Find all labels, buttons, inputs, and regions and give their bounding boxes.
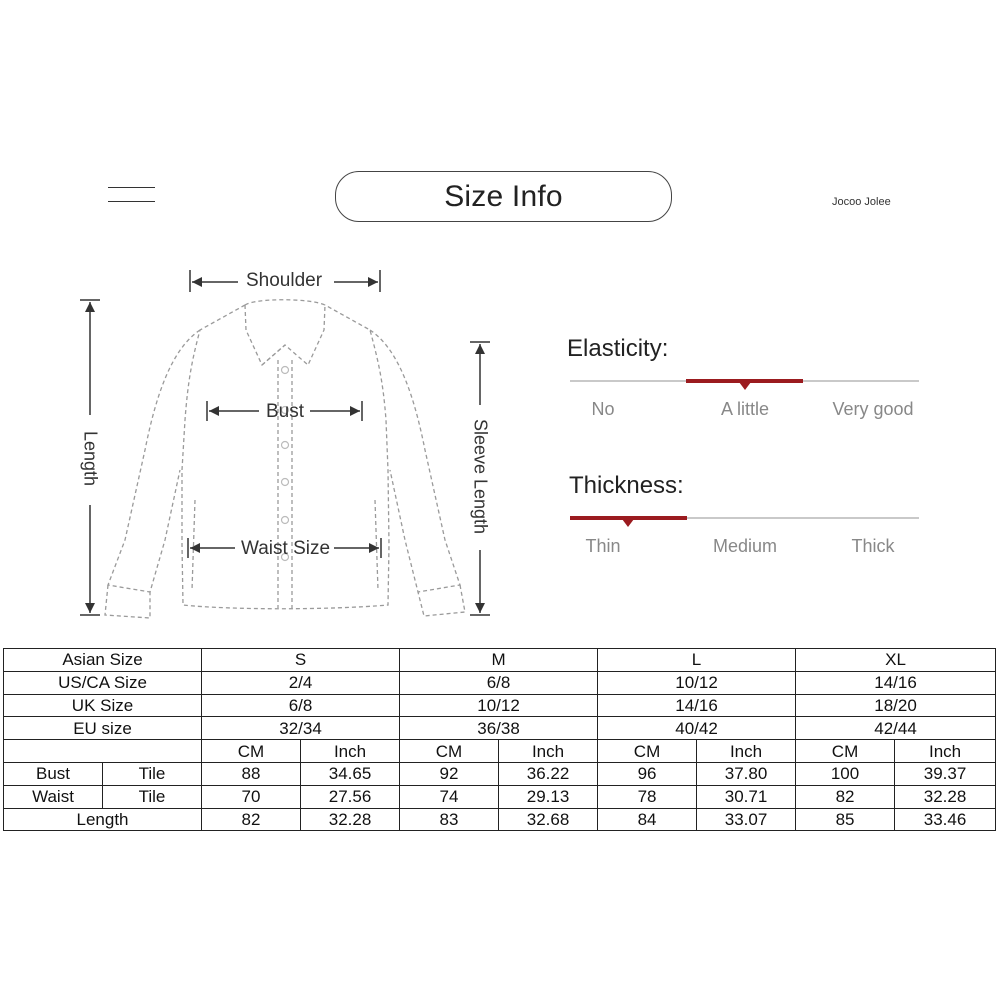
bust-cm-m: 92	[400, 762, 499, 785]
thickness-option-thick: Thick	[851, 536, 895, 556]
uk-size-m: 10/12	[400, 694, 598, 717]
asian-size-l: L	[598, 649, 796, 672]
length-cm-l: 84	[598, 808, 697, 831]
unit-cm-s: CM	[202, 740, 301, 763]
eu-size-l: 40/42	[598, 717, 796, 740]
length-cm-xl: 85	[796, 808, 895, 831]
unit-cm-xl: CM	[796, 740, 895, 763]
unit-cm-l: CM	[598, 740, 697, 763]
asian-size-s: S	[202, 649, 400, 672]
row-label-bust: Bust	[4, 762, 103, 785]
bust-inch-xl: 39.37	[895, 762, 996, 785]
waist-inch-xl: 32.28	[895, 785, 996, 808]
table-row-us-ca-size	[4, 671, 996, 694]
bust-cm-xl: 100	[796, 762, 895, 785]
waist-cm-m: 74	[400, 785, 499, 808]
uk-size-s: 6/8	[202, 694, 400, 717]
us-ca-size-m: 6/8	[400, 671, 598, 694]
row-label-waist: Waist	[4, 785, 103, 808]
row-label-uk-size: UK Size	[4, 694, 202, 717]
bust-inch-s: 34.65	[301, 762, 400, 785]
unit-inch-m: Inch	[499, 740, 598, 763]
table-row-asian-size	[4, 649, 996, 672]
unit-inch-s: Inch	[301, 740, 400, 763]
row-label-length: Length	[4, 808, 202, 831]
elasticity-option-a-little: A little	[720, 399, 770, 419]
unit-inch-l: Inch	[697, 740, 796, 763]
length-label: Length	[80, 430, 101, 487]
bust-cm-s: 88	[202, 762, 301, 785]
units-empty-cell	[4, 740, 202, 763]
thickness-option-medium: Medium	[712, 536, 778, 556]
bust-cm-l: 96	[598, 762, 697, 785]
row-label-eu-size: EU size	[4, 717, 202, 740]
elasticity-title: Elasticity:	[567, 335, 669, 362]
elasticity-option-very-good: Very good	[832, 399, 914, 419]
us-ca-size-xl: 14/16	[796, 671, 996, 694]
table-row-uk-size	[4, 694, 996, 717]
waist-inch-l: 30.71	[697, 785, 796, 808]
bust-inch-m: 36.22	[499, 762, 598, 785]
bust-inch-l: 37.80	[697, 762, 796, 785]
length-inch-l: 33.07	[697, 808, 796, 831]
length-inch-m: 32.68	[499, 808, 598, 831]
us-ca-size-l: 10/12	[598, 671, 796, 694]
sleeve-length-label: Sleeve Length	[470, 418, 491, 535]
waist-inch-s: 27.56	[301, 785, 400, 808]
thickness-option-thin: Thin	[585, 536, 621, 556]
elasticity-marker-icon	[739, 382, 751, 390]
waist-inch-m: 29.13	[499, 785, 598, 808]
asian-size-m: M	[400, 649, 598, 672]
eu-size-m: 36/38	[400, 717, 598, 740]
eu-size-s: 32/34	[202, 717, 400, 740]
table-row-bust	[4, 762, 996, 785]
shirt-buttons	[282, 367, 289, 561]
table-row-length	[4, 808, 996, 831]
uk-size-l: 14/16	[598, 694, 796, 717]
row-label-us-ca-size: US/CA Size	[4, 671, 202, 694]
uk-size-xl: 18/20	[796, 694, 996, 717]
length-inch-s: 32.28	[301, 808, 400, 831]
elasticity-option-no: No	[591, 399, 615, 419]
table-row-units	[4, 740, 996, 763]
length-inch-xl: 33.46	[895, 808, 996, 831]
unit-inch-xl: Inch	[895, 740, 996, 763]
length-cm-m: 83	[400, 808, 499, 831]
row-label-asian-size: Asian Size	[4, 649, 202, 672]
waist-cm-xl: 82	[796, 785, 895, 808]
shirt-outline	[105, 300, 465, 618]
table-row-waist	[4, 785, 996, 808]
size-table	[3, 648, 996, 831]
table-row-eu-size	[4, 717, 996, 740]
us-ca-size-s: 2/4	[202, 671, 400, 694]
row-label-bust-tile: Tile	[103, 762, 202, 785]
bust-label: Bust	[266, 401, 305, 422]
brand-name: Jocoo Jolee	[832, 196, 891, 208]
eu-size-xl: 42/44	[796, 717, 996, 740]
asian-size-xl: XL	[796, 649, 996, 672]
unit-cm-m: CM	[400, 740, 499, 763]
length-cm-s: 82	[202, 808, 301, 831]
page-title: Size Info	[335, 171, 672, 222]
waist-cm-s: 70	[202, 785, 301, 808]
waist-size-label: Waist Size	[241, 538, 331, 559]
waist-cm-l: 78	[598, 785, 697, 808]
shoulder-label: Shoulder	[246, 270, 323, 291]
thickness-marker-icon	[622, 519, 634, 527]
row-label-waist-tile: Tile	[103, 785, 202, 808]
thickness-title: Thickness:	[569, 472, 684, 499]
